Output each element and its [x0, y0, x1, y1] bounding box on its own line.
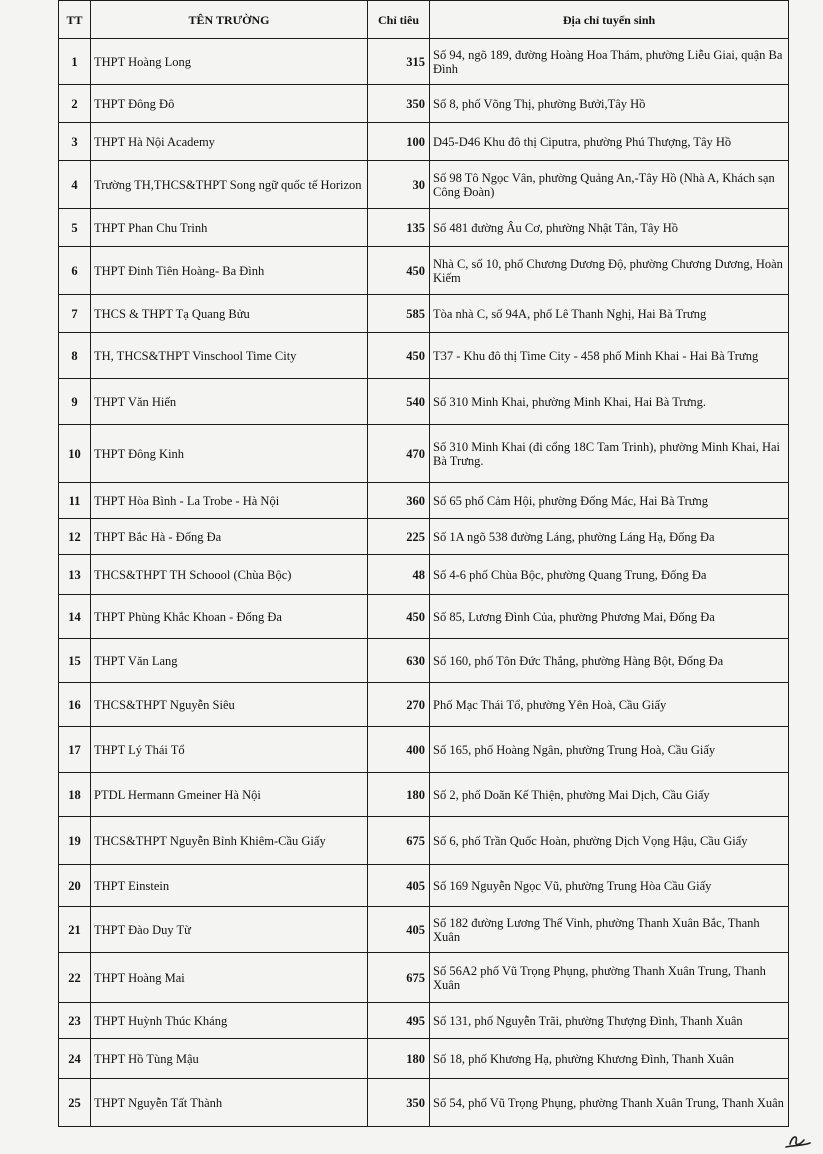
table-row — [59, 865, 789, 907]
header-address: Địa chỉ tuyển sinh — [430, 1, 789, 39]
table-row — [59, 817, 789, 865]
table-row — [59, 333, 789, 379]
school-name: THPT Bắc Hà - Đống Đa — [91, 519, 368, 555]
quota-value: 405 — [368, 865, 430, 907]
table-row — [59, 953, 789, 1003]
school-name: THPT Lý Thái Tổ — [91, 727, 368, 773]
header-tt: TT — [59, 1, 91, 39]
table-row — [59, 483, 789, 519]
admission-address: Nhà C, số 10, phố Chương Dương Độ, phường Chương Dương, Hoàn Kiếm — [430, 247, 789, 295]
table-row — [59, 555, 789, 595]
quota-value: 495 — [368, 1003, 430, 1039]
admission-address: Số 65 phố Cảm Hội, phường Đống Mác, Hai Bà Trưng — [430, 483, 789, 519]
school-name: THCS&THPT Nguyễn Bỉnh Khiêm-Cầu Giấy — [91, 817, 368, 865]
row-number: 4 — [59, 161, 91, 209]
school-name: THPT Văn Lang — [91, 639, 368, 683]
quota-value: 135 — [368, 209, 430, 247]
school-name: THCS&THPT TH Schoool (Chùa Bộc) — [91, 555, 368, 595]
admission-address: Tòa nhà C, số 94A, phố Lê Thanh Nghị, Hai Bà Trưng — [430, 295, 789, 333]
row-number: 10 — [59, 425, 91, 483]
row-number: 13 — [59, 555, 91, 595]
school-name: THPT Phan Chu Trinh — [91, 209, 368, 247]
admission-address: Số 4-6 phố Chùa Bộc, phường Quang Trung, Đống Đa — [430, 555, 789, 595]
row-number: 25 — [59, 1079, 91, 1127]
table-row — [59, 727, 789, 773]
quota-value: 675 — [368, 953, 430, 1003]
table-row — [59, 295, 789, 333]
table-row — [59, 1039, 789, 1079]
admission-address: Số 481 đường Âu Cơ, phường Nhật Tân, Tây Hồ — [430, 209, 789, 247]
table-row — [59, 85, 789, 123]
quota-value: 225 — [368, 519, 430, 555]
row-number: 18 — [59, 773, 91, 817]
quota-value: 180 — [368, 1039, 430, 1079]
row-number: 11 — [59, 483, 91, 519]
admission-address: Số 182 đường Lương Thế Vinh, phường Thanh Xuân Bắc, Thanh Xuân — [430, 907, 789, 953]
school-name: THPT Hà Nội Academy — [91, 123, 368, 161]
row-number: 14 — [59, 595, 91, 639]
handwritten-mark-icon — [782, 1126, 812, 1150]
table-row — [59, 595, 789, 639]
quota-value: 30 — [368, 161, 430, 209]
row-number: 15 — [59, 639, 91, 683]
row-number: 1 — [59, 39, 91, 85]
quota-value: 470 — [368, 425, 430, 483]
school-name: THPT Hòa Bình - La Trobe - Hà Nội — [91, 483, 368, 519]
row-number: 12 — [59, 519, 91, 555]
school-name: THPT Đinh Tiên Hoàng- Ba Đình — [91, 247, 368, 295]
row-number: 21 — [59, 907, 91, 953]
quota-value: 405 — [368, 907, 430, 953]
quota-value: 350 — [368, 85, 430, 123]
row-number: 17 — [59, 727, 91, 773]
admission-address: Số 165, phố Hoàng Ngân, phường Trung Hoà, Cầu Giấy — [430, 727, 789, 773]
quota-value: 540 — [368, 379, 430, 425]
row-number: 22 — [59, 953, 91, 1003]
table-row — [59, 519, 789, 555]
quota-value: 400 — [368, 727, 430, 773]
school-name: THPT Văn Hiến — [91, 379, 368, 425]
admission-address: Số 169 Nguyễn Ngọc Vũ, phường Trung Hòa Cầu Giấy — [430, 865, 789, 907]
school-name: THPT Huỳnh Thúc Kháng — [91, 1003, 368, 1039]
quota-value: 315 — [368, 39, 430, 85]
row-number: 3 — [59, 123, 91, 161]
admission-address: Số 18, phố Khương Hạ, phường Khương Đình, Thanh Xuân — [430, 1039, 789, 1079]
quota-value: 585 — [368, 295, 430, 333]
admission-address: Số 54, phố Vũ Trọng Phụng, phường Thanh Xuân Trung, Thanh Xuân — [430, 1079, 789, 1127]
school-name: THCS & THPT Tạ Quang Bửu — [91, 295, 368, 333]
row-number: 16 — [59, 683, 91, 727]
table-body — [59, 39, 789, 1127]
admission-address: Số 56A2 phố Vũ Trọng Phụng, phường Thanh Xuân Trung, Thanh Xuân — [430, 953, 789, 1003]
school-name: THPT Nguyễn Tất Thành — [91, 1079, 368, 1127]
school-name: THPT Đông Đô — [91, 85, 368, 123]
admission-address: Số 2, phố Doãn Kế Thiện, phường Mai Dịch, Cầu Giấy — [430, 773, 789, 817]
row-number: 9 — [59, 379, 91, 425]
row-number: 24 — [59, 1039, 91, 1079]
admission-address: Số 160, phố Tôn Đức Thắng, phường Hàng Bột, Đống Đa — [430, 639, 789, 683]
table-header-row — [59, 1, 789, 39]
school-name: THPT Đông Kinh — [91, 425, 368, 483]
admission-address: Số 131, phố Nguyễn Trãi, phường Thượng Đình, Thanh Xuân — [430, 1003, 789, 1039]
school-name: THPT Hồ Tùng Mậu — [91, 1039, 368, 1079]
school-name: THPT Hoàng Long — [91, 39, 368, 85]
quota-value: 360 — [368, 483, 430, 519]
row-number: 8 — [59, 333, 91, 379]
quota-value: 270 — [368, 683, 430, 727]
school-name: TH, THCS&THPT Vinschool Time City — [91, 333, 368, 379]
table-row — [59, 639, 789, 683]
school-name: THPT Phùng Khắc Khoan - Đống Đa — [91, 595, 368, 639]
school-name: THPT Đào Duy Từ — [91, 907, 368, 953]
row-number: 2 — [59, 85, 91, 123]
school-name: THCS&THPT Nguyễn Siêu — [91, 683, 368, 727]
quota-value: 450 — [368, 333, 430, 379]
quota-value: 450 — [368, 247, 430, 295]
school-name: THPT Hoàng Mai — [91, 953, 368, 1003]
admission-address: T37 - Khu đô thị Time City - 458 phố Minh Khai - Hai Bà Trưng — [430, 333, 789, 379]
quota-value: 675 — [368, 817, 430, 865]
row-number: 20 — [59, 865, 91, 907]
admission-address: D45-D46 Khu đô thị Ciputra, phường Phú Thượng, Tây Hồ — [430, 123, 789, 161]
header-school-name: TÊN TRƯỜNG — [91, 1, 368, 39]
table-row — [59, 1079, 789, 1127]
table-row — [59, 39, 789, 85]
admission-address: Số 6, phố Trần Quốc Hoàn, phường Dịch Vọng Hậu, Cầu Giấy — [430, 817, 789, 865]
admission-address: Số 98 Tô Ngọc Vân, phường Quảng An,-Tây Hồ (Nhà A, Khách sạn Công Đoàn) — [430, 161, 789, 209]
admission-address: Số 310 Minh Khai (đi cổng 18C Tam Trinh), phường Minh Khai, Hai Bà Trưng. — [430, 425, 789, 483]
quota-value: 630 — [368, 639, 430, 683]
admission-address: Số 85, Lương Đình Của, phường Phương Mai, Đống Đa — [430, 595, 789, 639]
quota-value: 450 — [368, 595, 430, 639]
table-row — [59, 161, 789, 209]
table-row — [59, 773, 789, 817]
table-row — [59, 1003, 789, 1039]
row-number: 23 — [59, 1003, 91, 1039]
table-row — [59, 907, 789, 953]
quota-value: 350 — [368, 1079, 430, 1127]
table-row — [59, 425, 789, 483]
header-quota: Chỉ tiêu — [368, 1, 430, 39]
table-row — [59, 683, 789, 727]
row-number: 19 — [59, 817, 91, 865]
row-number: 5 — [59, 209, 91, 247]
quota-value: 100 — [368, 123, 430, 161]
row-number: 7 — [59, 295, 91, 333]
quota-value: 48 — [368, 555, 430, 595]
school-name: PTDL Hermann Gmeiner Hà Nội — [91, 773, 368, 817]
admission-address: Số 1A ngõ 538 đường Láng, phường Láng Hạ, Đống Đa — [430, 519, 789, 555]
admission-address: Phố Mạc Thái Tổ, phường Yên Hoà, Cầu Giấy — [430, 683, 789, 727]
school-name: THPT Einstein — [91, 865, 368, 907]
admission-address: Số 8, phố Võng Thị, phường Bưởi,Tây Hồ — [430, 85, 789, 123]
admissions-table — [58, 0, 789, 1127]
admission-address: Số 310 Minh Khai, phường Minh Khai, Hai Bà Trưng. — [430, 379, 789, 425]
admission-address: Số 94, ngõ 189, đường Hoàng Hoa Thám, phường Liễu Giai, quận Ba Đình — [430, 39, 789, 85]
table-row — [59, 209, 789, 247]
school-name: Trường TH,THCS&THPT Song ngữ quốc tế Horizon — [91, 161, 368, 209]
table-row — [59, 247, 789, 295]
table-row — [59, 379, 789, 425]
table-row — [59, 123, 789, 161]
row-number: 6 — [59, 247, 91, 295]
quota-value: 180 — [368, 773, 430, 817]
